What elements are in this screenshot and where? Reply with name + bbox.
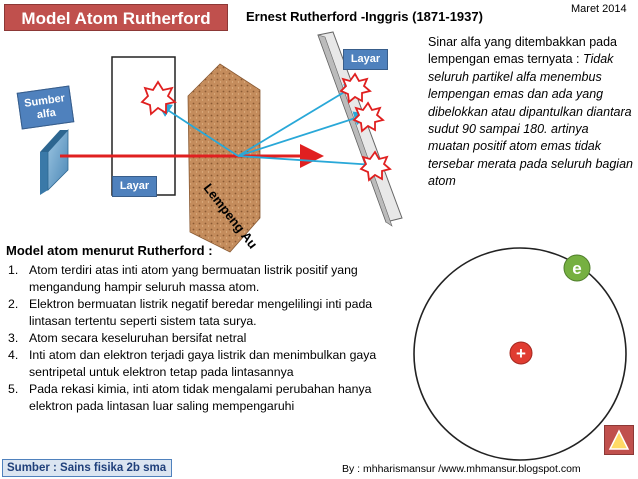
home-button[interactable] — [604, 425, 634, 455]
list-item — [8, 381, 408, 415]
list-item — [8, 262, 408, 296]
list-number: 2. — [8, 297, 19, 311]
model-heading: Model atom menurut Rutherford : — [6, 243, 213, 258]
source-label-line1: Sumber — [23, 92, 66, 110]
home-triangle-icon — [605, 426, 633, 454]
list-number: 5. — [8, 382, 19, 396]
description-italic: Tidak seluruh partikel alfa menembus lempengan emas dan ada yang dibelokkan atau dipantulkan diantara sudut 90 sampai 180. artinya muatan positif atom emas tidak tersebar merata pada seluruh bagian atom — [428, 52, 633, 189]
screen-left-label: Layar — [112, 176, 157, 197]
experiment-description — [428, 34, 633, 191]
screen-right-label: Layar — [343, 49, 388, 70]
list-text: Elektron bermuatan listrik negatif beredar mengelilingi inti pada lintasan tertentu seperti sistem tata surya. — [29, 297, 373, 328]
page-title: Model Atom Rutherford — [4, 4, 228, 31]
list-text: Atom terdiri atas inti atom yang bermuatan listrik positif yang mengandung hampir seluruh massa atom. — [29, 263, 358, 294]
list-item — [8, 347, 408, 381]
gold-foil — [188, 64, 260, 252]
date-label: Maret 2014 — [571, 3, 627, 15]
alpha-source — [40, 130, 68, 195]
list-text: Inti atom dan elektron terjadi gaya listrik dan menimbulkan gaya sentripetal untuk elektron tetap pada lintasannya — [29, 348, 377, 379]
subtitle: Ernest Rutherford -Inggris (1871-1937) — [246, 9, 483, 24]
source-badge: Sumber : Sains fisika 2b sma — [2, 459, 172, 477]
list-number: 1. — [8, 263, 19, 277]
list-number: 3. — [8, 331, 19, 345]
foil-label: Lempeng Au — [200, 180, 261, 252]
list-item — [8, 296, 408, 330]
list-number: 4. — [8, 348, 19, 362]
list-text: Atom secara keseluruhan bersifat netral — [29, 331, 247, 345]
description-text: Sinar alfa yang ditembakkan pada lempengan emas ternyata : — [428, 35, 618, 67]
list-text: Pada rekasi kimia, inti atom tidak mengalami perubahan hanya elektron pada lintasan luar saling mempengaruhi — [29, 382, 372, 413]
alpha-source-label — [17, 85, 75, 129]
credit-text: By : mhharismansur /www.mhmansur.blogspot.com — [342, 463, 581, 475]
model-list — [8, 262, 408, 415]
source-label-line2: alfa — [36, 106, 57, 122]
list-item — [8, 330, 408, 347]
left-screen — [112, 57, 175, 195]
electron-symbol: e — [572, 259, 582, 278]
nucleus-symbol: + — [516, 344, 526, 363]
